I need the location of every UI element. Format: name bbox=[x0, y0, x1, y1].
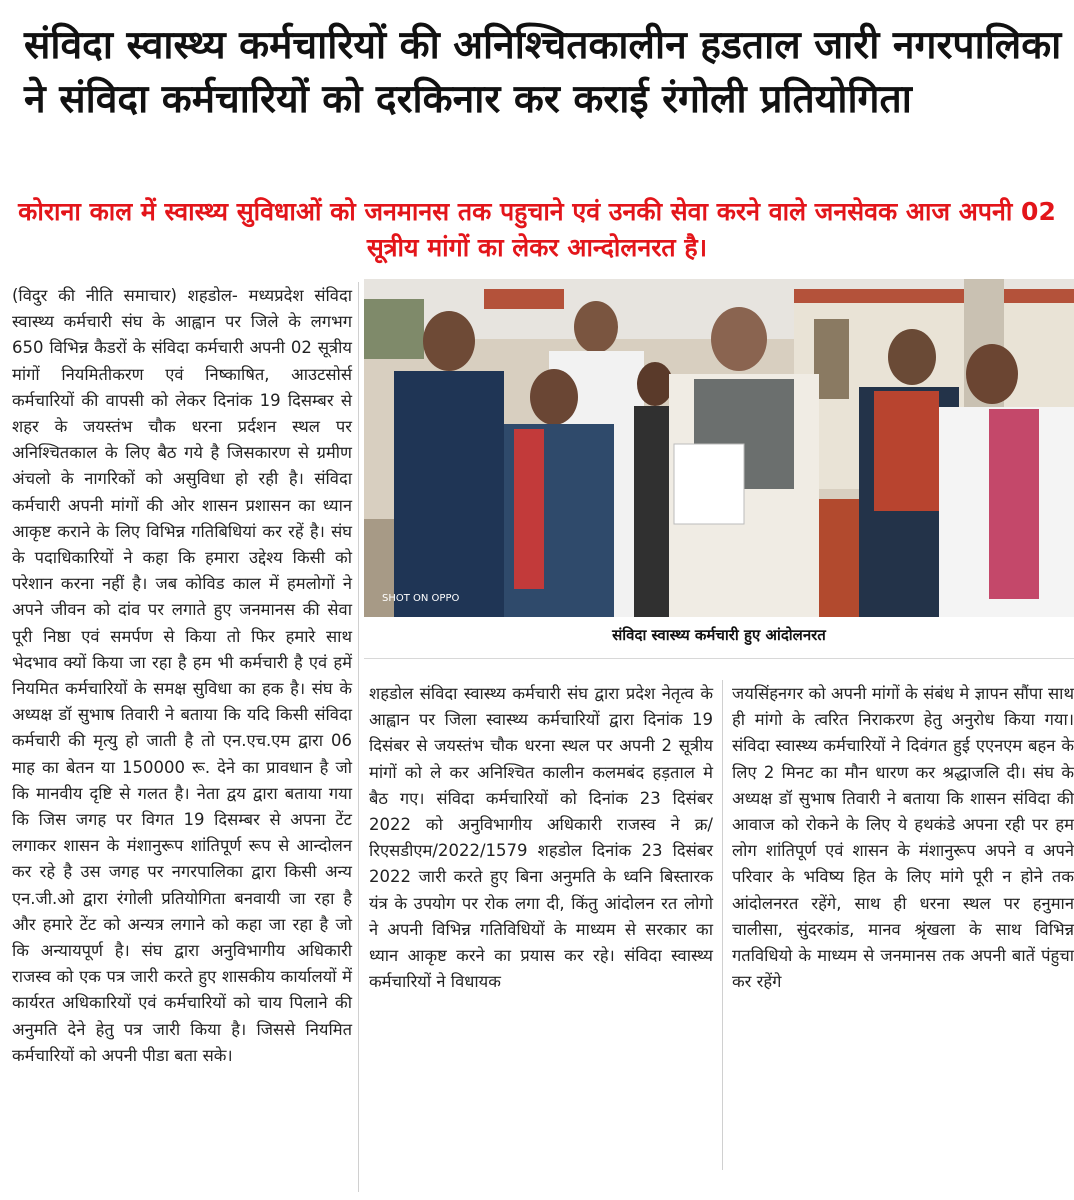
article-column-3: जयसिंहनगर को अपनी मांगों के संबंध मे ज्ञापन सौंपा साथ ही मांगो के त्वरित निराकरण हेतु अनुरोध किया गया। संविदा स्वास्थ्य कर्मचारियों ने दिवंगत हुई एएनएम बहन के लिए 2 मिनट का मौन धारण कर श्रद्धाजलि दी। संघ के अध्यक्ष डॉ सुभाष तिवारी ने बताया कि शासन संविदा की आवाज को रोकने के लिए ये हथकंडे अपना रही पर हम लोग शांतिपूर्ण एवं शासन के मंशानुरूप अपने व अपने परिवार के भविष्य हित के लिए मांगे पूरी न होने तक आंदोलनरत रहेंगे, साथ ही धरना स्थल पर हनुमान चालीसा, सुंदरकांड, मानव श्रृंखला के साथ विभिन्न गतविधियो के माध्यम से जनमानस तक अपनी बातें पंहुचा कर रहेंगे bbox=[732, 684, 1074, 992]
news-photo bbox=[364, 279, 1074, 617]
photo-watermark: SHOT ON OPPO bbox=[382, 593, 460, 604]
top-strip bbox=[0, 0, 1074, 18]
headline: संविदा स्वास्थ्य कर्मचारियों की अनिश्चितकालीन हडताल जारी नगरपालिका ने संविदा कर्मचारियों को दरकिनार कर कराई रंगोली प्रतियोगिता bbox=[24, 22, 1062, 122]
column-divider bbox=[722, 680, 723, 1170]
caption-divider bbox=[364, 658, 1074, 659]
subheadline: कोराना काल में स्वास्थ्य सुविधाओं को जनमानस तक पहुचाने एवं उनकी सेवा करने वाले जनसेवक आज अपनी 02 सूत्रीय मांगों का लेकर आन्दोलनरत है। bbox=[18, 197, 1056, 262]
column-divider bbox=[358, 282, 359, 1192]
photo-caption: संविदा स्वास्थ्य कर्मचारी हुए आंदोलनरत bbox=[612, 626, 826, 644]
article-column-2: शहडोल संविदा स्वास्थ्य कर्मचारी संघ द्वारा प्रदेश नेतृत्व के आह्वान पर जिला स्वास्थ्य कर्मचारियों द्वारा दिनांक 19 दिसंबर से जयस्तंभ चौक धरना स्थल पर अपनी 2 सूत्रीय मांगों को ले कर अनिश्चित कालीन कलमबंद हड़ताल मे बैठ गए। संविदा कर्मचारियों को दिनांक 23 दिसंबर 2022 को अनुविभागीय अधिकारी राजस्व ने क्र/ रिएसडीएम/2022/1579 शहडोल दिनांक 23 दिसंबर 2022 जारी करते हुए बिना अनुमति के ध्वनि बिस्तारक यंत्र के उपयोग पर रोक लगा दी, किंतु आंदोलन रत लोगो ने अपनी विभिन्न गतिविधियों के माध्यम से सरकार का ध्यान आकृष्ट करने का प्रयास कर रहे। संविदा स्वास्थ्य कर्मचारियों ने विधायक bbox=[369, 684, 713, 992]
article-column-1: (विदुर की नीति समाचार) शहडोल- मध्यप्रदेश संविदा स्वास्थ्य कर्मचारी संघ के आह्वान पर जिले के लगभग 650 विभिन्न कैडरों के संविदा कर्मचारी अपनी 02 सूत्रीय मांगों नियमितीकरण एवं निष्काषित, आउटसोर्स कर्मचारियों की वापसी को लेकर दिनांक 19 दिसम्बर से शहर के जयस्तंभ चौक धरना प्रर्दशन स्थल पर अनिश्चितकाल के लिए बैठ गये है जिसकारण से ग्रमीण अंचलो के नागरिकों को असुविधा हो रही है। संविदा कर्मचारी अपनी मांगों की ओर शासन प्रशासन का ध्यान आकृष्ट कराने के लिए विभिन्न गतिबिधियां कर रहें है। संघ के पदाधिकारियों ने कहा कि हमारा उद्देश्य किसी को परेशान करना नहीं है। जब कोविड काल में हमलोगों ने अपने जीवन को दांव पर लगाते हुए जनमानस की सेवा पूरी निष्ठा एवं समर्पण से किया तो फिर हमारे साथ भेदभाव क्यों किया जा रहा है हम भी कर्मचारी है एवं हमें नियमित कर्मचारियों के समक्ष सुविधा का हक है। संघ के अध्यक्ष डॉ सुभाष तिवारी ने बताया कि यदि किसी संविदा कर्मचारी की मृत्यु हो जाती है तो एन.एच.एम द्वारा 06 माह का बेतन या 150000 रू. देने का प्रावधान है जो कि मानवीय दृष्टि से गलत है। नेता द्वय द्वारा बताया गया कि जिस जगह पर विगत 19 दिसम्बर से अपना टेंट लगाकर शासन के मंशानुरूप शांतिपूर्ण रूप से आन्दोलन कर रहे है उस जगह पर नगरपालिका द्वारा किसी अन्य एन.जी.ओ द्वारा रंगोली प्रतियोगिता बनवायी जा रहा है और हमारे टेंट को अन्यत्र लगाने को कहा जा रहा है जो कि अन्यायपूर्ण है। संघ द्वारा अनुविभागीय अधिकारी राजस्व को एक पत्र जारी करते हुए शासकीय कार्यालयों में कार्यरत अधिकारियों एवं कर्मचारियों को चाय पिलाने की अनुमति देने हेतु पत्र जारी किया है। जिससे नियमित कर्मचारियों को अपनी पीडा बता सके। bbox=[12, 286, 352, 1065]
